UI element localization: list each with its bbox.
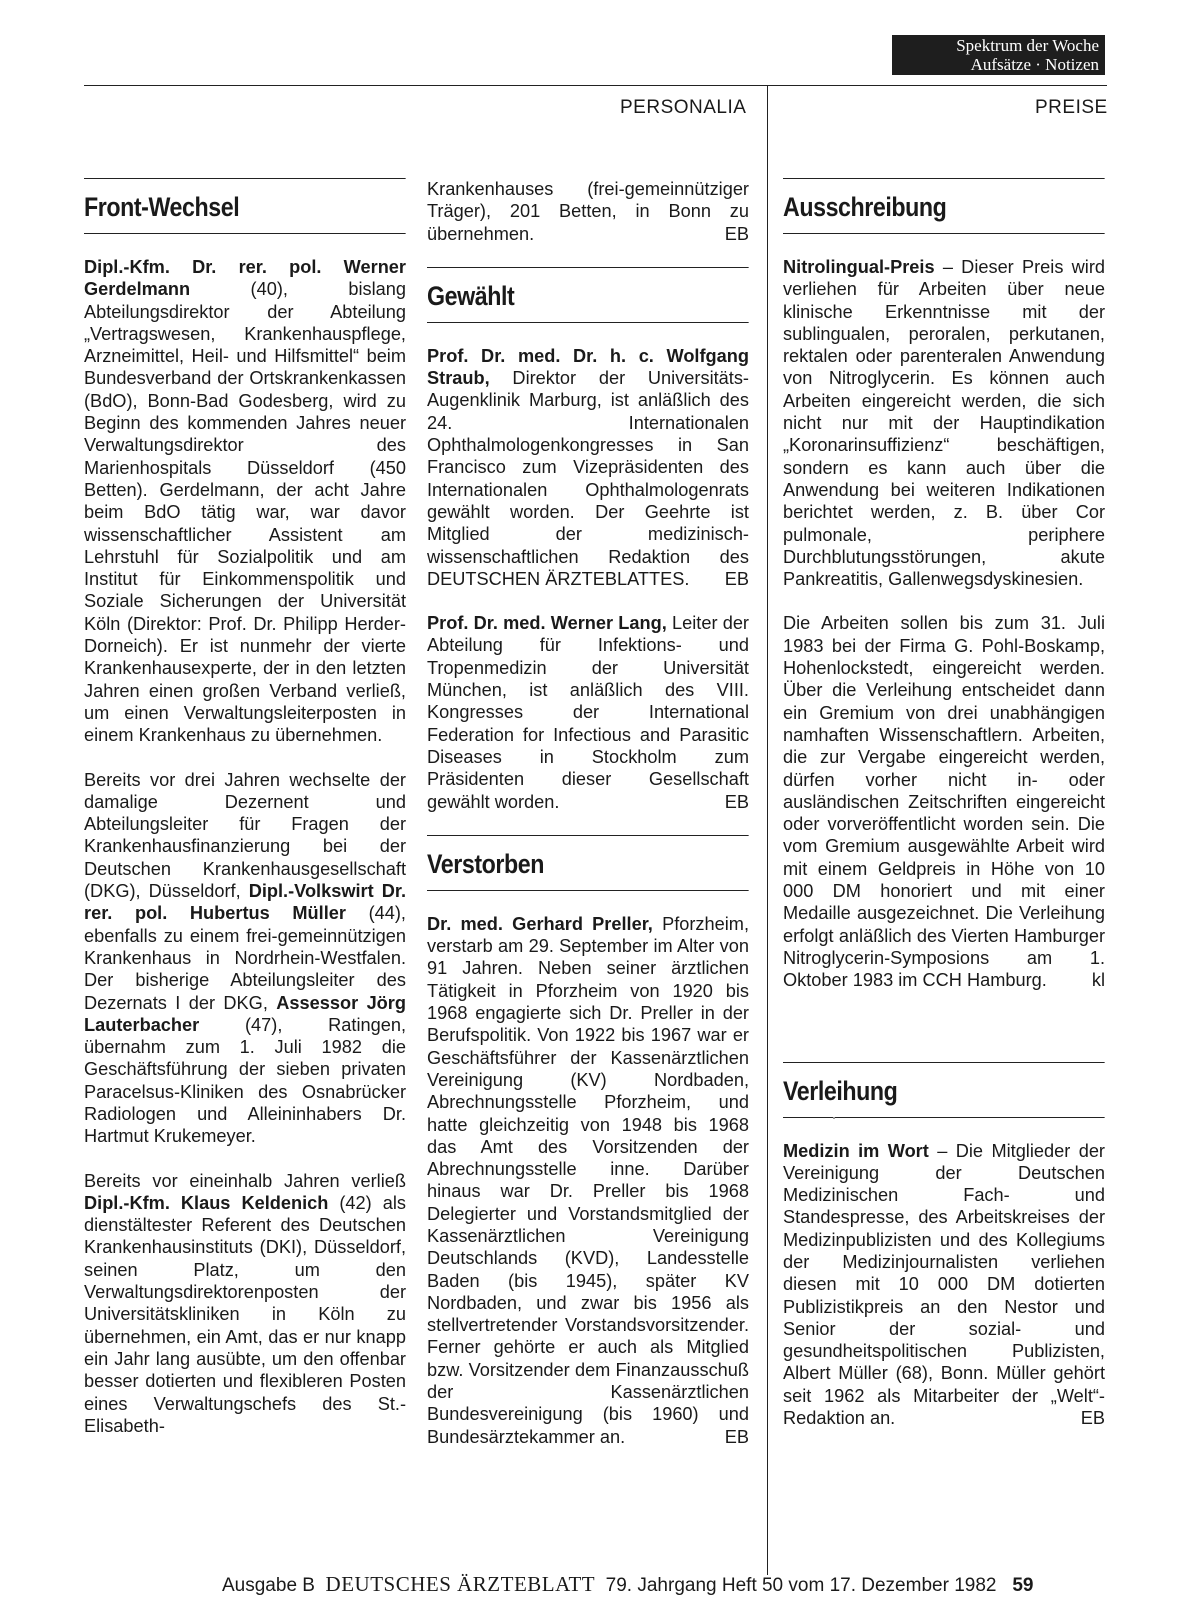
- column-2: [427, 178, 749, 1448]
- footer-issue: 79. Jahrgang Heft 50 vom 17. Dezember 1982: [605, 1575, 997, 1596]
- headline-gewaehlt: Gewählt: [427, 267, 748, 323]
- person-name: Prof. Dr. med. Dr. h. c. Wolfgang Straub,: [427, 345, 749, 389]
- person-name: Dr. med. Gerhard Preller,: [427, 913, 653, 934]
- footer-edition: Ausgabe B: [222, 1575, 315, 1596]
- badge-line-2: Aufsätze · Notizen: [970, 55, 1099, 74]
- column-divider: [767, 85, 768, 1575]
- article-paragraph: [427, 345, 749, 590]
- author-signature: EB: [1080, 1408, 1105, 1429]
- paragraph-text: Bereits vor drei Jahren wechselte der damalige Dezernent und Abteilungsleiter für Fragen der Krankenhausfinanzierung bei der Deutschen Krankenhausgesellschaft (DKG), Düsseldorf,: [84, 769, 406, 902]
- article-paragraph: [783, 1140, 1105, 1430]
- column-1: [84, 178, 406, 1437]
- article-paragraph: [427, 913, 749, 1448]
- headline-verstorben: Verstorben: [427, 835, 748, 891]
- article-paragraph: [84, 769, 406, 1148]
- paragraph-text: – Dieser Preis wird verliehen für Arbeiten über neue klinische Erkenntnisse mit der sublingualen, peroralen, perkutanen, rektalen oder parenteralen Anwendung von Nitroglycerin. Es können auch Arbeiten eingereicht werden, die sich nicht nur mit der Hauptindikation „Koronarinsuffizienz“ beschäftigen, sondern es kann auch über die Anwendung bei weiteren Indikationen berichtet werden, z. B. über Cor pulmonale, periphere Durchblutungsstörungen, akute Pankreatitis, Gallenwegsdyskinesien.: [783, 257, 1105, 590]
- print-speck: [833, 1117, 835, 1119]
- person-name: Prof. Dr. med. Werner Lang,: [427, 613, 667, 634]
- badge-line-1: Spektrum der Woche: [956, 36, 1099, 55]
- paragraph-text: – Die Mitglieder der Vereinigung der Deutschen Medizinischen Fach- und Standespresse, des Arbeitskreises der Medizinpublizisten und des Kollegiums der Medizinjournalisten verliehen diesen mit 10 000 DM dotierten Publizistikpreis an den Nestor und Senior der sozial- und gesundheitspolitischen Publizisten, Albert Müller (68), Bonn. Müller gehört seit 1962 als Mitarbeiter der „Welt“-Redaktion an.: [783, 1140, 1105, 1429]
- prize-name: Nitrolingual-Preis: [783, 257, 935, 277]
- article-paragraph: [427, 612, 749, 813]
- paragraph-text: Bereits vor eineinhalb Jahren verließ: [84, 1170, 406, 1191]
- section-label-preise: PREISE: [1035, 97, 1108, 118]
- column-3: [783, 178, 1105, 1429]
- author-signature: kl: [1091, 970, 1105, 991]
- person-name: Dipl.-Kfm. Dr. rer. pol. Werner Gerdelmann: [84, 257, 406, 300]
- section-label-personalia: PERSONALIA: [620, 97, 747, 118]
- article-paragraph: [84, 1170, 406, 1438]
- article-paragraph: [84, 256, 406, 747]
- paragraph-text: Krankenhauses (frei-gemeinnütziger Träger), 201 Betten, in Bonn zu übernehmen.: [427, 179, 749, 244]
- paragraph-text: (47), Ratingen, übernahm zum 1. Juli 1982 die Geschäftsführung der sieben privaten Paracelsus-Kliniken des Osnabrücker Radiologen und Alleininhabers Dr. Hartmut Krukemeyer.: [84, 1014, 406, 1147]
- section-badge: [892, 35, 1105, 75]
- footer-journal: DEUTSCHES ÄRZTEBLATT: [325, 1572, 596, 1596]
- page-number: 59: [1012, 1575, 1034, 1596]
- headline-ausschreibung: Ausschreibung: [783, 178, 1104, 234]
- paragraph-text: (40), bislang Abteilungsdirektor der Abteilung „Vertragswesen, Krankenhauspflege, Arzneimittel, Heil- und Hilfsmittel“ beim Bundesverband der Ortskrankenkassen (BdO), Bonn-Bad Godesberg, wird zu Beginn des kommenden Jahres neuer Verwaltungsdirektor des Marienhospitals Düsseldorf (450 Betten). Gerdelmann, der acht Jahre beim BdO tätig war, war davor wissenschaftlicher Assistent am Lehrstuhl für Sozialpolitik und am Institut für Einkommenspolitik und Soziale Sicherungen der Universität Köln (Direktor: Prof. Dr. Philipp Herder-Dorneich). Er ist nunmehr der vierte Krankenhausexperte, der in den letzten Jahren einen großen Verband verließ, um einen Verwaltungsleiterposten in einem Krankenhaus zu übernehmen.: [84, 279, 406, 746]
- author-signature: EB: [724, 568, 749, 589]
- prize-name: Medizin im Wort: [783, 1140, 929, 1161]
- author-signature: EB: [724, 1426, 749, 1447]
- author-signature: EB: [724, 223, 749, 244]
- headline-verleihung: Verleihung: [783, 1062, 1104, 1118]
- person-name: Dipl.-Kfm. Klaus Keldenich: [84, 1192, 329, 1213]
- page-footer: [222, 1572, 1033, 1597]
- person-name: Assessor Jörg Lauterbacher: [84, 992, 406, 1035]
- person-name: Dipl.-Volkswirt Dr. rer. pol. Hubertus Müller: [84, 881, 406, 924]
- paragraph-text: (42) als dienstältester Referent des Deutschen Krankenhausinstituts (DKI), Düsseldorf, seinen Platz, um den Verwaltungsdirektorenposten der Universitätskliniken in Köln zu übernehmen, ein Amt, das er nur knapp ein Jahr lang ausübte, um den offenbar besser dotierten und flexibleren Posten eines Verwaltungschefs des St.-Elisabeth-: [84, 1192, 406, 1436]
- header-rule: [84, 85, 1107, 86]
- paragraph-text: (44), ebenfalls zu einem frei-gemeinnützigen Krankenhaus in Nordrhein-Westfalen. Der bisherige Abteilungsleiter des Dezernats I der DKG,: [84, 903, 406, 1013]
- article-paragraph: [783, 612, 1105, 991]
- paragraph-text: Die Arbeiten sollen bis zum 31. Juli 1983 bei der Firma G. Pohl-Boskamp, Hohenlockstedt, eingereicht werden. Über die Verleihung entscheidet dann ein Gremium von drei unabhängigen namhaften Wissenschaftlern. Arbeiten, die zur Vergabe eingereicht werden, dürfen vorher nicht in- oder ausländischen Zeitschriften eingereicht oder vorveröffentlicht worden sein. Die vom Gremium ausgewählte Arbeit wird mit einem Geldpreis in Höhe von 10 000 DM honoriert und mit einer Medaille ausgezeichnet. Die Verleihung erfolgt anläßlich des Vierten Hamburger Nitroglycerin-Symposions am 1. Oktober 1983 im CCH Hamburg.: [783, 613, 1105, 991]
- headline-front-wechsel: Front-Wechsel: [84, 178, 405, 234]
- author-signature: EB: [724, 791, 749, 812]
- paragraph-text: Pforzheim, verstarb am 29. September im Alter von 91 Jahren. Neben seiner ärztlichen Tätigkeit in Pforzheim von 1920 bis 1968 engagierte sich Dr. Preller in der Berufspolitik. Von 1922 bis 1967 war er Geschäftsführer der Kassenärztlichen Vereinigung (KV) Nordbaden, Abrechnungsstelle Pforzheim, und hatte gleichzeitig von 1948 bis 1968 das Amt des Vorsitzenden der Abrechnungsstelle inne. Darüber hinaus war Dr. Preller bis 1968 Delegierter und Vorstandsmitglied der Kassenärztlichen Vereinigung Deutschlands (KVD), Landesstelle Baden (bis 1945), später KV Nordbaden, und zwar bis 1956 als stellvertretender Vorstandsvorsitzender. Ferner gehörte er auch als Mitglied bzw. Vorsitzender dem Finanzausschuß der Kassenärztlichen Bundesvereinigung (bis 1960) und Bundesärztekammer an.: [427, 913, 749, 1447]
- paragraph-text: Leiter der Abteilung für Infektions- und Tropenmedizin der Universität München, ist anläßlich des VIII. Kongresses der International Federation for Infectious and Parasitic Diseases in Stockholm zum Präsidenten dieser Gesellschaft gewählt worden.: [427, 613, 749, 812]
- article-paragraph: [783, 256, 1105, 590]
- article-paragraph: [427, 178, 749, 245]
- paragraph-text: Direktor der Universitäts-Augenklinik Marburg, ist anläßlich des 24. Internationalen Ophthalmologenkongresses in San Francisco zum Vizepräsidenten des Internationalen Ophthalmologenrats gewählt worden. Der Geehrte ist Mitglied der medizinisch-wissenschaftlichen Redaktion des DEUTSCHEN ÄRZTEBLATTES.: [427, 368, 749, 589]
